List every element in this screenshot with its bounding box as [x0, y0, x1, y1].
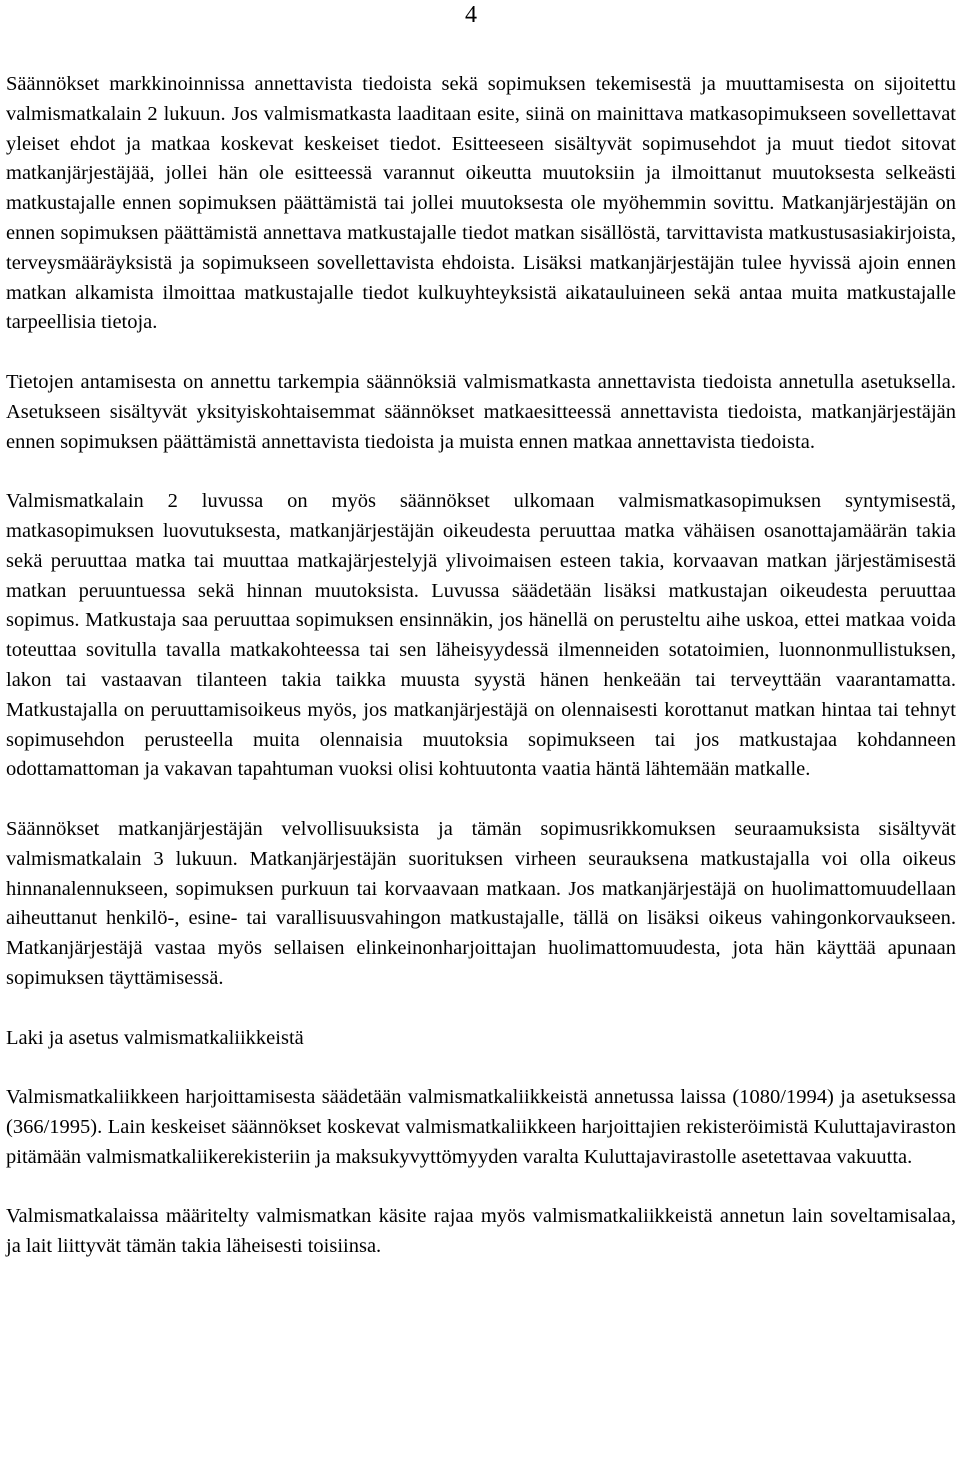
paragraph-marketing-information: Säännökset markkinoinnissa annettavista tiedoista sekä sopimuksen tekemisestä ja muuttamisesta on sijoitettu valmismatkalain 2 lukuun. Jos valmismatkasta laaditaan esite, siinä on mainittava matkasopimukseen sovellettavat yleiset ehdot ja matkaa koskevat keskeiset tiedot. Esitteeseen sisältyvät sopimusehdot ja muut tiedot sitovat matkanjärjestäjää, jollei hän ole esitteessä varannut oikeutta muutoksiin ja ilmoittanut muutoksesta selkeästi matkustajalle ennen sopimuksen päättämistä tai jollei muutoksesta ole myöhemmin sovittu. Matkanjärjestäjän on ennen sopimuksen päättämistä annettava matkustajalle tiedot matkan sisällöstä, tarvittavista matkustusasiakirjoista, terveysmääräyksistä ja sopimukseen sovellettavista ehdoista. Lisäksi matkanjärjestäjän tulee hyvissä ajoin ennen matkan alkamista ilmoittaa matkustajalle tiedot kulkuyhteyksistä aikatauluineen sekä antaa muita matkustajalle tarpeellisia tietoja. [6, 73, 956, 334]
paragraph-information-decree: Tietojen antamisesta on annettu tarkempia säännöksiä valmismatkasta annettavista tiedoista annetulla asetuksella. Asetukseen sisältyvät yksityiskohtaisemmat säännökset matkaesitteessä annettavista tiedoista, matkanjärjestäjän ennen sopimuksen päättämistä annettavista tiedoista ja muista ennen matkaa annettavista tiedoista. [6, 370, 956, 453]
paragraph-scope-definition: Valmismatkalaissa määritelty valmismatkan käsite rajaa myös valmismatkaliikkeistä annetun lain soveltamisalaa, ja lait liittyvät tämän takia läheisesti toisiinsa. [6, 1205, 956, 1258]
page-number: 4 [465, 2, 477, 28]
paragraph-travel-agency-law: Valmismatkaliikkeen harjoittamisesta säädetään valmismatkaliikkeistä annetussa laissa (1080/1994) ja asetuksessa (366/1995). Lain keskeiset säännökset koskevat valmismatkaliikkeen harjoittajien rekisteröimistä Kuluttajaviraston pitämään valmismatkaliikerekisteriin ja maksukyvyttömyyden varalta Kuluttajavirastolle asetettavaa vakuutta. [6, 1086, 956, 1168]
paragraph-organizer-obligations: Säännökset matkanjärjestäjän velvollisuuksista ja tämän sopimusrikkomuksen seuraamuksista sisältyvät valmismatkalain 3 lukuun. Matkanjärjestäjän suorituksen virheen seurauksena matkustajalla voi olla oikeus hinnanalennukseen, sopimuksen purkuun tai korvaavaan matkaan. Jos matkanjärjestäjä on huolimattomuudellaan aiheuttanut henkilö-, esine- tai varallisuusvahingon matkustajalle, tällä on lisäksi oikeus vahingonkorvaukseen. Matkanjärjestäjä vastaa myös sellaisen elinkeinonharjoittajan huolimattomuudesta, jota hän käyttää apunaan sopimuksen täyttämisessä. [6, 817, 956, 989]
document-body [6, 70, 956, 1262]
section-heading: Laki ja asetus valmismatkaliikkeistä [6, 1026, 304, 1049]
paragraph-contract-formation: Valmismatkalain 2 luvussa on myös säännökset ulkomaan valmismatkasopimuksen syntymisestä, matkasopimuksen luovutuksesta, matkanjärjestäjän oikeudesta peruuttaa matka vähäisen osanottajamäärän takia sekä peruuttaa matka tai muuttaa matkajärjestelyjä ylivoimaisen esteen takia, korvaavan matkan järjestämisestä matkan peruuntuessa sekä hinnan muutoksista. Luvussa säädetään lisäksi matkustajan oikeudesta peruuttaa sopimus. Matkustaja saa peruuttaa sopimuksen ensinnäkin, jos hänellä on perusteltu aihe uskoa, ettei matkaa voida toteuttaa sovitulla tavalla matkakohteessa tai sen läheisyydessä ilmenneiden sotatoimien, luonnonmullistuksen, lakon tai vastaavan tilanteen takia taikka muusta syystä hänen henkeään tai terveyttään vaarantamatta. Matkustajalla on peruuttamisoikeus myös, jos matkanjärjestäjä on olennaisesti korottanut matkan hintaa tai tehnyt sopimusehdon perusteella muita olennaisia muutoksia sopimukseen tai jos matkustajaa kohdanneen odottamattoman ja vakavan tapahtuman vuoksi olisi kohtuutonta vaatia häntä lähtemään matkalle. [6, 490, 956, 781]
